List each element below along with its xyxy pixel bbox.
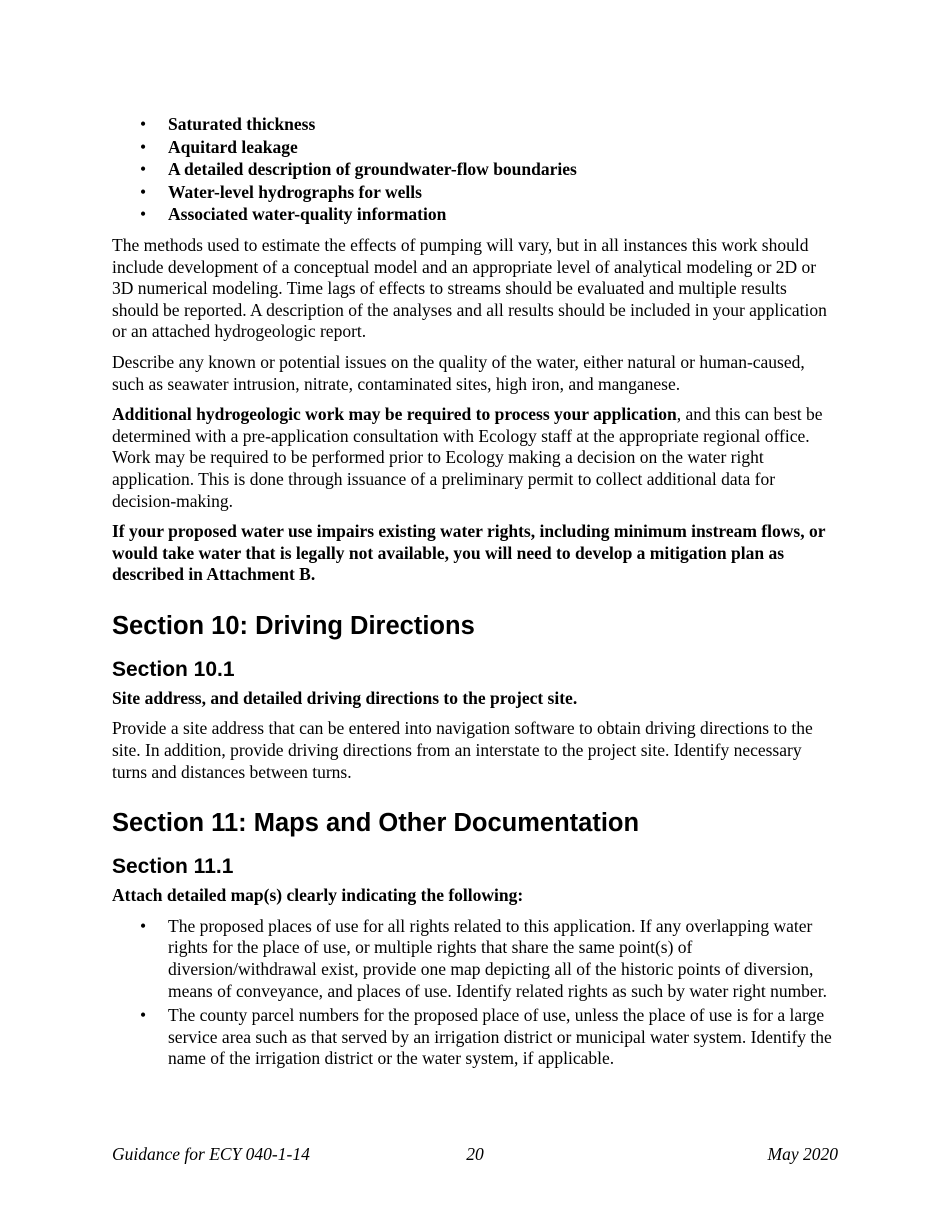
additional-work-paragraph bbox=[112, 404, 834, 512]
list-item: • The county parcel numbers for the proposed place of use, unless the place of use is for a large service area such as that served by an irrigation district or municipal water system. Identify the name of the irrigation district or the water system, if applicable. bbox=[112, 1005, 834, 1070]
section-11-1-subheading: Attach detailed map(s) clearly indicating the following: bbox=[112, 885, 524, 906]
section-10-1-subheading: Site address, and detailed driving directions to the project site. bbox=[112, 687, 578, 708]
section-11-1-heading: Section 11.1 bbox=[112, 855, 234, 879]
section-10-heading: Section 10: Driving Directions bbox=[112, 611, 475, 640]
section-11-heading: Section 11: Maps and Other Documentation bbox=[112, 809, 640, 838]
map-requirements-list bbox=[112, 916, 834, 1070]
additional-work-text: , and this can best be determined with a pre-application consultation with Ecology staff at the appropriate regional office. Work may be required to be performed prior to Ecology making a decision on the water right application. This is done through issuance of a preliminary permit to collect additional data for decision-making. bbox=[112, 404, 823, 511]
list-item: • Aquitard leakage bbox=[112, 136, 834, 159]
list-item: • Saturated thickness bbox=[112, 113, 834, 136]
methods-paragraph: The methods used to estimate the effects of pumping will vary, but in all instances this work should include development of a conceptual model and an appropriate level of analytical modeling or 2D or 3D numerical modeling. Time lags of effects to streams should be evaluated and multiple results should be reported. A description of the analyses and all results should be included in your application or an attached hydrogeologic report. bbox=[112, 234, 827, 342]
footer-document-title: Guidance for ECY 040-1-14 bbox=[112, 1144, 310, 1164]
additional-work-bold: Additional hydrogeologic work may be required to process your application bbox=[112, 404, 677, 425]
page-content bbox=[112, 113, 834, 1073]
list-item: • Associated water-quality information bbox=[112, 203, 834, 226]
list-item: • The proposed places of use for all rights related to this application. If any overlapping water rights for the place of use, or multiple rights that share the same point(s) of diversion/withdrawal exist, provide one map depicting all of the historic points of diversion, means of conveyance, and places of use. Identify related rights as such by water right number. bbox=[112, 916, 834, 1002]
water-quality-paragraph: Describe any known or potential issues on the quality of the water, either natural or human-caused, such as seawater intrusion, nitrate, contaminated sites, high iron, and manganese. bbox=[112, 351, 805, 394]
section-10-1-heading: Section 10.1 bbox=[112, 657, 235, 681]
footer-date: May 2020 bbox=[767, 1144, 838, 1164]
page-footer bbox=[112, 1143, 838, 1167]
list-item: • A detailed description of groundwater-flow boundaries bbox=[112, 158, 834, 181]
page-number: 20 bbox=[466, 1144, 484, 1164]
section-10-1-body: Provide a site address that can be entered into navigation software to obtain driving directions to the site. In addition, provide driving directions from an interstate to the project site. Identify necessary turns and distances between turns. bbox=[112, 718, 813, 782]
list-item: • Water-level hydrographs for wells bbox=[112, 181, 834, 204]
required-info-list bbox=[112, 113, 834, 226]
mitigation-paragraph: If your proposed water use impairs existing water rights, including minimum instream flows, or would take water that is legally not available, you will need to develop a mitigation plan as described in Attachment B. bbox=[112, 521, 826, 585]
